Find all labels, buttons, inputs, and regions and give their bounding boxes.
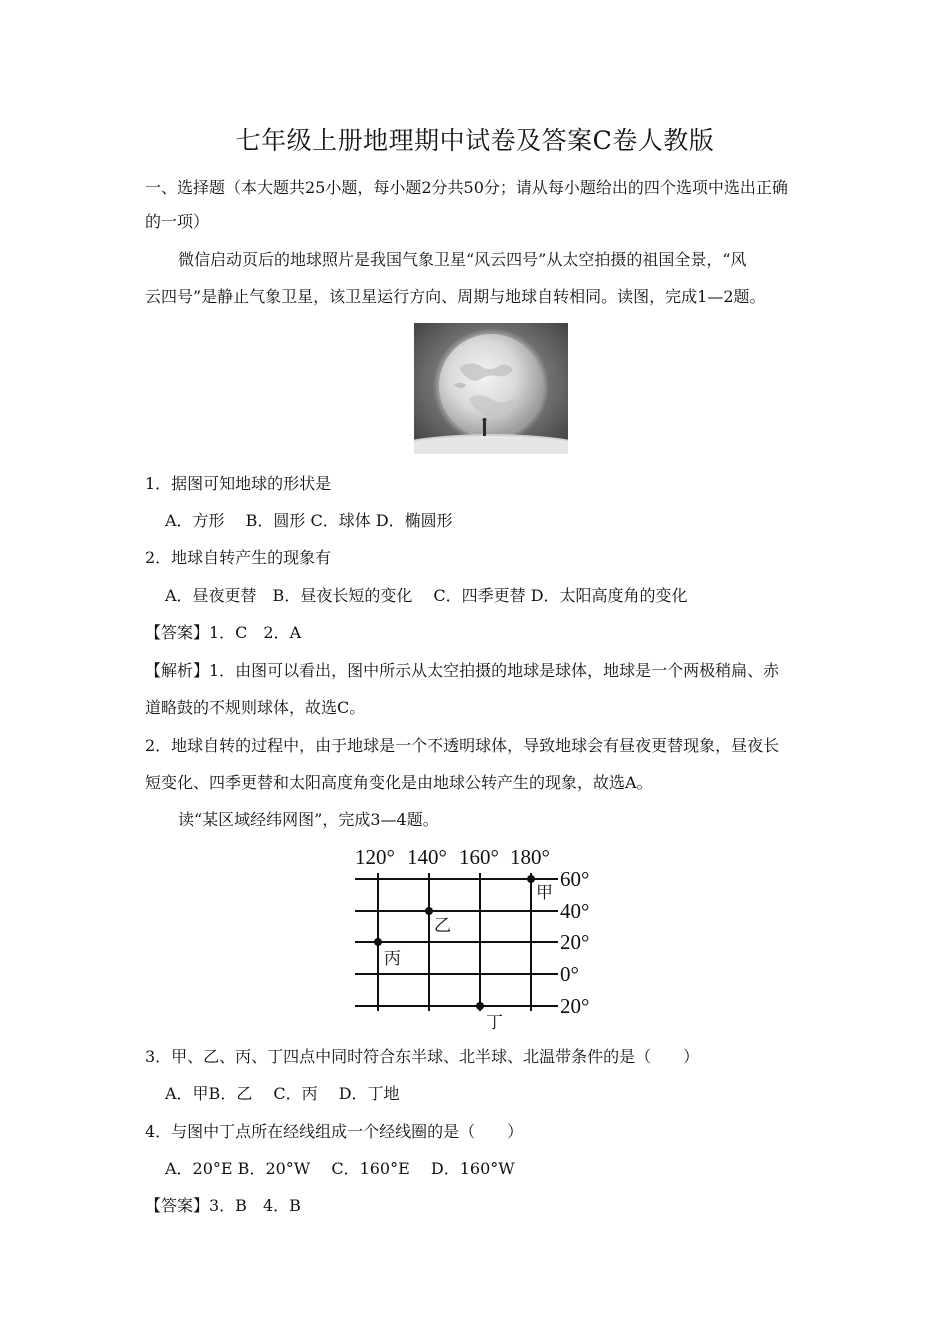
point-label: 丁	[486, 1013, 503, 1032]
point-label: 丙	[384, 949, 401, 968]
question-1: 1．据图可知地球的形状是	[145, 474, 332, 493]
latitude-label: 60°	[560, 867, 590, 891]
analysis-line-4: 短变化、四季更替和太阳高度角变化是由地球公转产生的现象，故选A。	[145, 773, 653, 792]
question-3-options: A．甲B．乙 C．丙 D．丁地	[165, 1084, 400, 1103]
analysis-line-2: 道略鼓的不规则球体，故选C。	[145, 698, 366, 717]
latitude-longitude-grid	[350, 843, 600, 1033]
answer-1-2: 【答案】1．C 2．A	[145, 623, 302, 642]
document-title: 七年级上册地理期中试卷及答案C卷人教版	[235, 126, 715, 155]
latitude-label: 0°	[560, 962, 579, 986]
question-intro-line-3: 读“某区域经纬网图”，完成3—4题。	[178, 810, 439, 829]
section-heading-line-2: 的一项）	[145, 212, 210, 231]
point-label: 甲	[536, 883, 553, 902]
question-3: 3．甲、乙、丙、丁四点中同时符合东半球、北半球、北温带条件的是（ ）	[145, 1047, 700, 1066]
longitude-label: 120°	[355, 845, 395, 869]
longitude-label: 140°	[407, 845, 447, 869]
longitude-label: 180°	[510, 845, 550, 869]
section-heading-line-1: 一、选择题（本大题共25小题，每小题2分共50分；请从每小题给出的四个选项中选出正确	[145, 178, 788, 197]
question-4-options: A．20°E B．20°W C．160°E D．160°W	[165, 1159, 515, 1178]
analysis-line-3: 2．地球自转的过程中，由于地球是一个不透明球体，导致地球会有昼夜更替现象，昼夜长	[145, 736, 780, 755]
latitude-label: 20°	[560, 930, 590, 954]
longitude-label: 160°	[459, 845, 499, 869]
question-2-options: A．昼夜更替 B．昼夜长短的变化 C．四季更替 D．太阳高度角的变化	[165, 586, 688, 605]
point-label: 乙	[434, 916, 451, 935]
answer-3-4: 【答案】3．B 4．B	[145, 1196, 301, 1215]
question-1-options: A．方形 B．圆形 C．球体 D．椭圆形	[165, 511, 453, 530]
point-ding	[476, 1002, 484, 1010]
question-2: 2．地球自转产生的现象有	[145, 548, 332, 567]
latitude-label: 40°	[560, 899, 590, 923]
question-intro-line-2: 云四号”是静止气象卫星，该卫星运行方向、周期与地球自转相同。读图，完成1—2题。	[145, 287, 766, 306]
question-intro-line-1: 微信启动页后的地球照片是我国气象卫星“风云四号”从太空拍摄的祖国全景，“风	[178, 250, 747, 269]
analysis-line-1: 【解析】1．由图可以看出，图中所示从太空拍摄的地球是球体，地球是一个两极稍扁、赤	[145, 661, 780, 680]
latitude-label: 20°	[560, 994, 590, 1018]
point-jia	[527, 875, 535, 883]
question-4: 4．与图中丁点所在经线组成一个经线圈的是（ ）	[145, 1122, 524, 1141]
earth-photo	[414, 323, 568, 454]
point-yi	[425, 907, 433, 915]
point-bing	[374, 938, 382, 946]
